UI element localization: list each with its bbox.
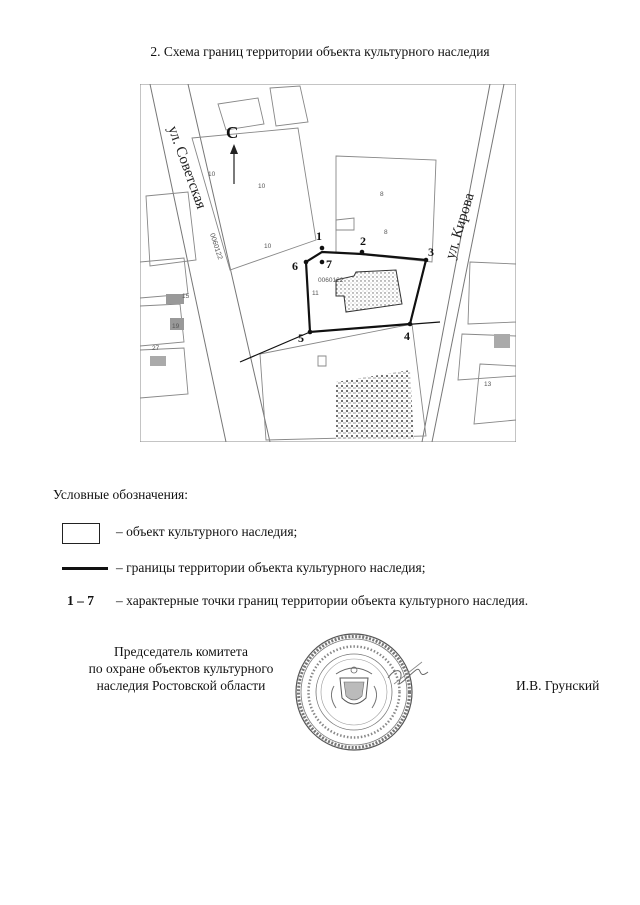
boundary-point	[408, 322, 413, 327]
chair-line: по охране объектов культурного	[88, 661, 274, 676]
lot-label: 10	[208, 171, 216, 178]
territory-map	[140, 84, 516, 442]
legend-points-symbol: 1 – 7	[67, 593, 94, 608]
legend-heading: Условные обозначения:	[53, 487, 189, 502]
north-letter: С	[226, 123, 239, 142]
lot-label: 27	[152, 345, 160, 352]
legend-border-text: – границы территории объекта культурного наследия;	[116, 560, 426, 575]
page-title: 2. Схема границ территории объекта культурного наследия	[150, 44, 490, 59]
boundary-point	[320, 246, 325, 251]
point-label-5: 5	[298, 331, 304, 345]
cadastral-quarter: 0060122	[208, 232, 224, 261]
legend-points-text: – характерные точки границ территории объекта культурного наследия.	[116, 593, 529, 608]
signer-name: И.В. Грунский	[516, 678, 600, 693]
chairman-title	[50, 643, 312, 694]
official-seal	[284, 626, 434, 756]
point-label-2: 2	[360, 234, 366, 248]
lot-label: 15	[182, 293, 190, 300]
point-label-1: 1	[316, 229, 322, 243]
boundary-point	[360, 250, 365, 255]
legend-object-symbol	[62, 523, 100, 544]
point-label-7: 7	[326, 257, 332, 271]
building	[494, 334, 510, 348]
lot-label: 8	[384, 229, 388, 236]
building	[150, 356, 166, 366]
boundary-point	[320, 260, 325, 265]
lot-label: 8	[380, 191, 384, 198]
lot-label: 11	[312, 290, 319, 297]
point-label-3: 3	[428, 245, 434, 259]
legend-object-text: – объект культурного наследия;	[116, 524, 298, 539]
lot-label: 10	[264, 243, 272, 250]
lot-label: 10	[258, 183, 266, 190]
street-name-west: ул. Советская	[164, 123, 210, 212]
street-name-east: ул. Кирова	[442, 191, 478, 262]
boundary-point	[304, 260, 309, 265]
boundary-point	[308, 330, 313, 335]
chair-line: наследия Ростовской области	[96, 678, 266, 693]
lot-label: 13	[484, 381, 492, 388]
legend-border-symbol	[62, 567, 108, 570]
point-label-6: 6	[292, 259, 298, 273]
chair-line: Председатель комитета	[114, 644, 248, 659]
lot-label: 19	[172, 323, 180, 330]
point-label-4: 4	[404, 329, 410, 343]
green-area	[336, 370, 414, 440]
cadastral-object: 0060122	[318, 277, 344, 284]
